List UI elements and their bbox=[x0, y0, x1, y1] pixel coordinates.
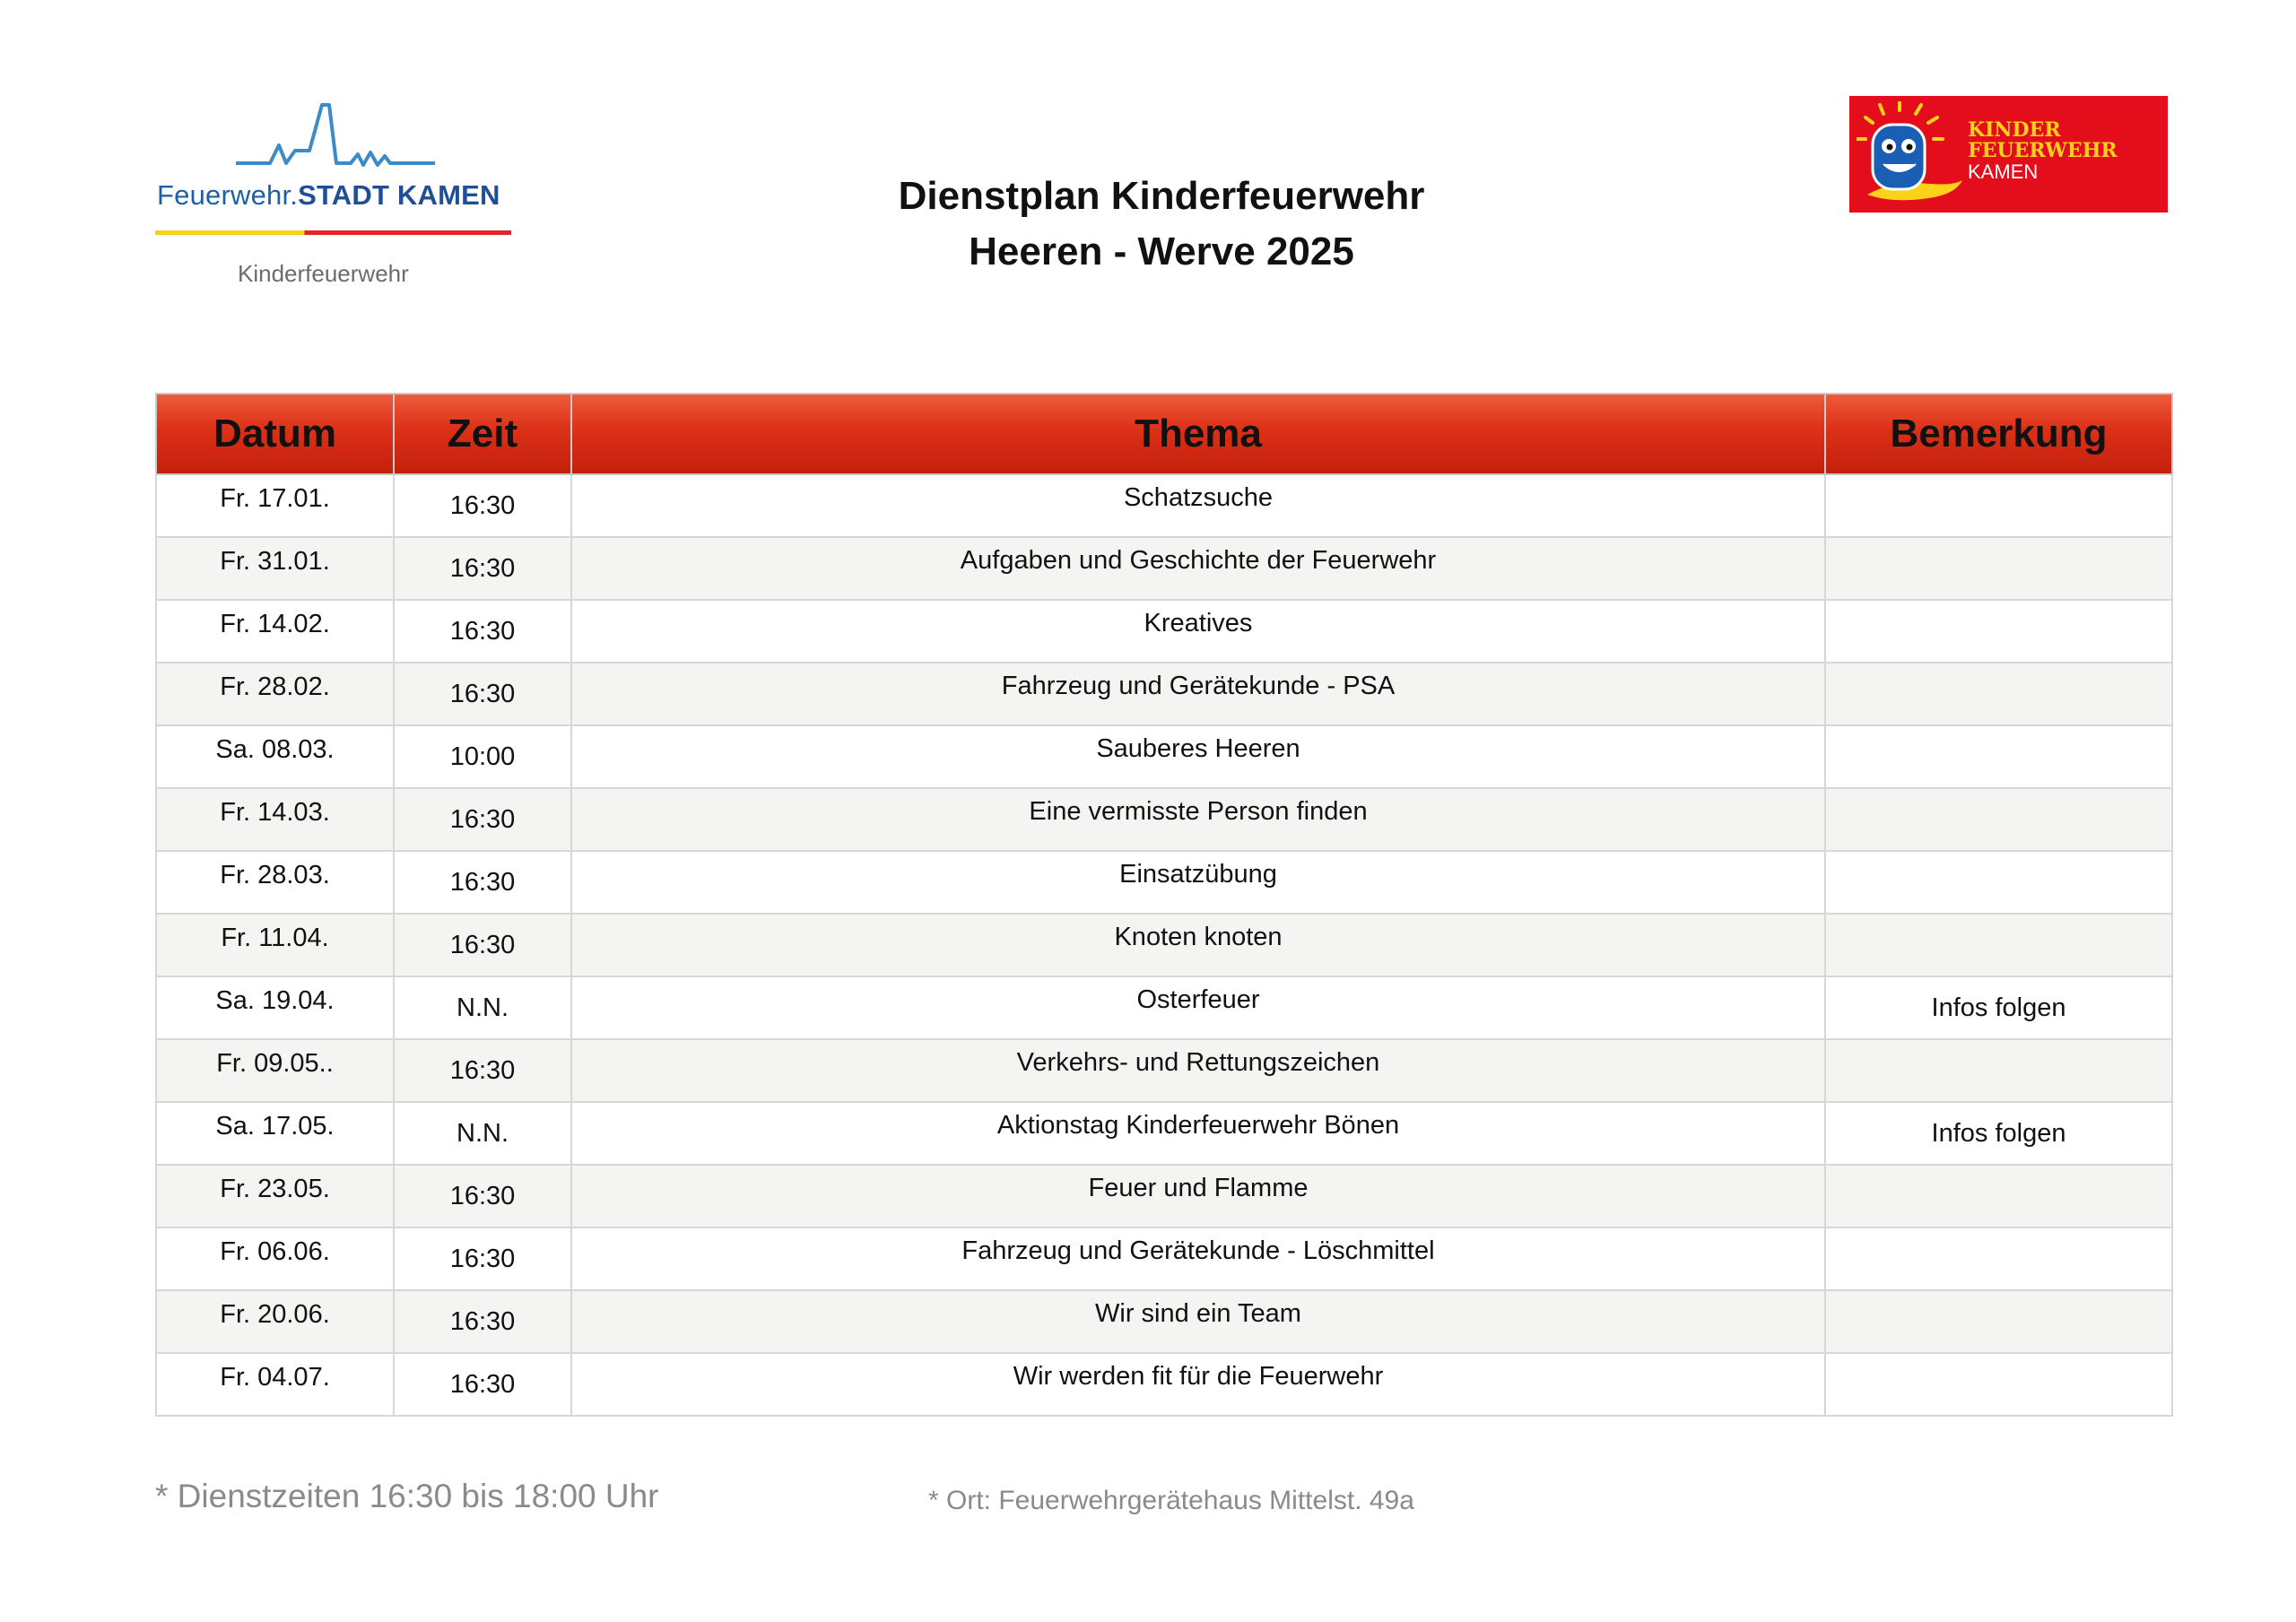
cell-note bbox=[1825, 600, 2172, 663]
cell-time: 10:00 bbox=[394, 725, 571, 788]
header-datum: Datum bbox=[156, 394, 394, 474]
logo-brand-text: Feuerwehr.STADT KAMEN bbox=[157, 179, 500, 211]
cell-time: 16:30 bbox=[394, 1227, 571, 1290]
cell-topic: Fahrzeug und Gerätekunde - PSA bbox=[571, 663, 1825, 725]
table-row bbox=[156, 914, 2172, 976]
page-title bbox=[789, 169, 1534, 280]
cell-topic: Osterfeuer bbox=[571, 976, 1825, 1039]
note-location: * Ort: Feuerwehrgerätehaus Mittelst. 49a bbox=[928, 1486, 1414, 1515]
cell-note: Infos folgen bbox=[1825, 1102, 2172, 1165]
table-row bbox=[156, 1165, 2172, 1227]
cell-note bbox=[1825, 914, 2172, 976]
kinderfeuerwehr-kamen-logo bbox=[1849, 96, 2168, 213]
cell-date: Fr. 14.02. bbox=[156, 600, 394, 663]
cell-note bbox=[1825, 851, 2172, 914]
cell-note bbox=[1825, 1039, 2172, 1102]
cell-date: Fr. 28.03. bbox=[156, 851, 394, 914]
cell-date: Fr. 23.05. bbox=[156, 1165, 394, 1227]
table-row bbox=[156, 537, 2172, 600]
cell-note bbox=[1825, 788, 2172, 851]
cell-date: Fr. 04.07. bbox=[156, 1353, 394, 1416]
cell-date: Fr. 09.05.. bbox=[156, 1039, 394, 1102]
table-row bbox=[156, 600, 2172, 663]
header-thema: Thema bbox=[571, 394, 1825, 474]
cell-topic: Knoten knoten bbox=[571, 914, 1825, 976]
table-row bbox=[156, 725, 2172, 788]
cell-date: Sa. 08.03. bbox=[156, 725, 394, 788]
cell-topic: Eine vermisste Person finden bbox=[571, 788, 1825, 851]
cell-date: Fr. 17.01. bbox=[156, 474, 394, 537]
cell-date: Fr. 14.03. bbox=[156, 788, 394, 851]
cell-time: 16:30 bbox=[394, 1290, 571, 1353]
cell-date: Sa. 19.04. bbox=[156, 976, 394, 1039]
cell-topic: Schatzsuche bbox=[571, 474, 1825, 537]
cell-time: 16:30 bbox=[394, 474, 571, 537]
title-line-1: Dienstplan Kinderfeuerwehr bbox=[898, 174, 1425, 218]
cell-time: 16:30 bbox=[394, 1039, 571, 1102]
cell-note bbox=[1825, 1165, 2172, 1227]
cell-topic: Wir werden fit für die Feuerwehr bbox=[571, 1353, 1825, 1416]
cell-time: 16:30 bbox=[394, 663, 571, 725]
cell-time: 16:30 bbox=[394, 1165, 571, 1227]
cell-note bbox=[1825, 537, 2172, 600]
cell-topic: Einsatzübung bbox=[571, 851, 1825, 914]
skyline-icon bbox=[236, 100, 514, 172]
cell-note bbox=[1825, 1227, 2172, 1290]
cell-topic: Fahrzeug und Gerätekunde - Löschmittel bbox=[571, 1227, 1825, 1290]
table-row bbox=[156, 851, 2172, 914]
table-row bbox=[156, 663, 2172, 725]
cell-note bbox=[1825, 474, 2172, 537]
cell-date: Fr. 06.06. bbox=[156, 1227, 394, 1290]
cell-time: 16:30 bbox=[394, 851, 571, 914]
header-bemerkung: Bemerkung bbox=[1825, 394, 2172, 474]
feuerwehr-kamen-logo bbox=[155, 100, 514, 293]
cell-topic: Aktionstag Kinderfeuerwehr Bönen bbox=[571, 1102, 1825, 1165]
schedule-table bbox=[155, 393, 2173, 1417]
cell-time: N.N. bbox=[394, 976, 571, 1039]
cell-topic: Kreatives bbox=[571, 600, 1825, 663]
logo-right-text: KINDER FEUERWEHR KAMEN bbox=[1968, 118, 2118, 183]
table-row bbox=[156, 976, 2172, 1039]
table-row bbox=[156, 1227, 2172, 1290]
cell-time: 16:30 bbox=[394, 914, 571, 976]
cell-time: 16:30 bbox=[394, 600, 571, 663]
table-row bbox=[156, 474, 2172, 537]
cell-note bbox=[1825, 1353, 2172, 1416]
table-row bbox=[156, 1353, 2172, 1416]
note-service-times: * Dienstzeiten 16:30 bis 18:00 Uhr bbox=[155, 1478, 659, 1514]
cell-time: N.N. bbox=[394, 1102, 571, 1165]
cell-note: Infos folgen bbox=[1825, 976, 2172, 1039]
cell-time: 16:30 bbox=[394, 788, 571, 851]
table-row bbox=[156, 1102, 2172, 1165]
table-row bbox=[156, 1290, 2172, 1353]
cell-date: Sa. 17.05. bbox=[156, 1102, 394, 1165]
cell-topic: Aufgaben und Geschichte der Feuerwehr bbox=[571, 537, 1825, 600]
cell-date: Fr. 11.04. bbox=[156, 914, 394, 976]
logo-subtitle: Kinderfeuerwehr bbox=[238, 260, 409, 287]
cell-topic: Verkehrs- und Rettungszeichen bbox=[571, 1039, 1825, 1102]
cell-date: Fr. 28.02. bbox=[156, 663, 394, 725]
mascot-icon bbox=[1857, 101, 1966, 209]
table-header-row bbox=[156, 394, 2172, 474]
cell-note bbox=[1825, 725, 2172, 788]
table-row bbox=[156, 1039, 2172, 1102]
cell-note bbox=[1825, 663, 2172, 725]
header-zeit: Zeit bbox=[394, 394, 571, 474]
cell-date: Fr. 31.01. bbox=[156, 537, 394, 600]
cell-topic: Feuer und Flamme bbox=[571, 1165, 1825, 1227]
cell-topic: Sauberes Heeren bbox=[571, 725, 1825, 788]
cell-topic: Wir sind ein Team bbox=[571, 1290, 1825, 1353]
cell-date: Fr. 20.06. bbox=[156, 1290, 394, 1353]
cell-time: 16:30 bbox=[394, 1353, 571, 1416]
title-line-2: Heeren - Werve 2025 bbox=[969, 230, 1354, 273]
cell-note bbox=[1825, 1290, 2172, 1353]
table-row bbox=[156, 788, 2172, 851]
logo-stripe bbox=[155, 230, 511, 235]
cell-time: 16:30 bbox=[394, 537, 571, 600]
